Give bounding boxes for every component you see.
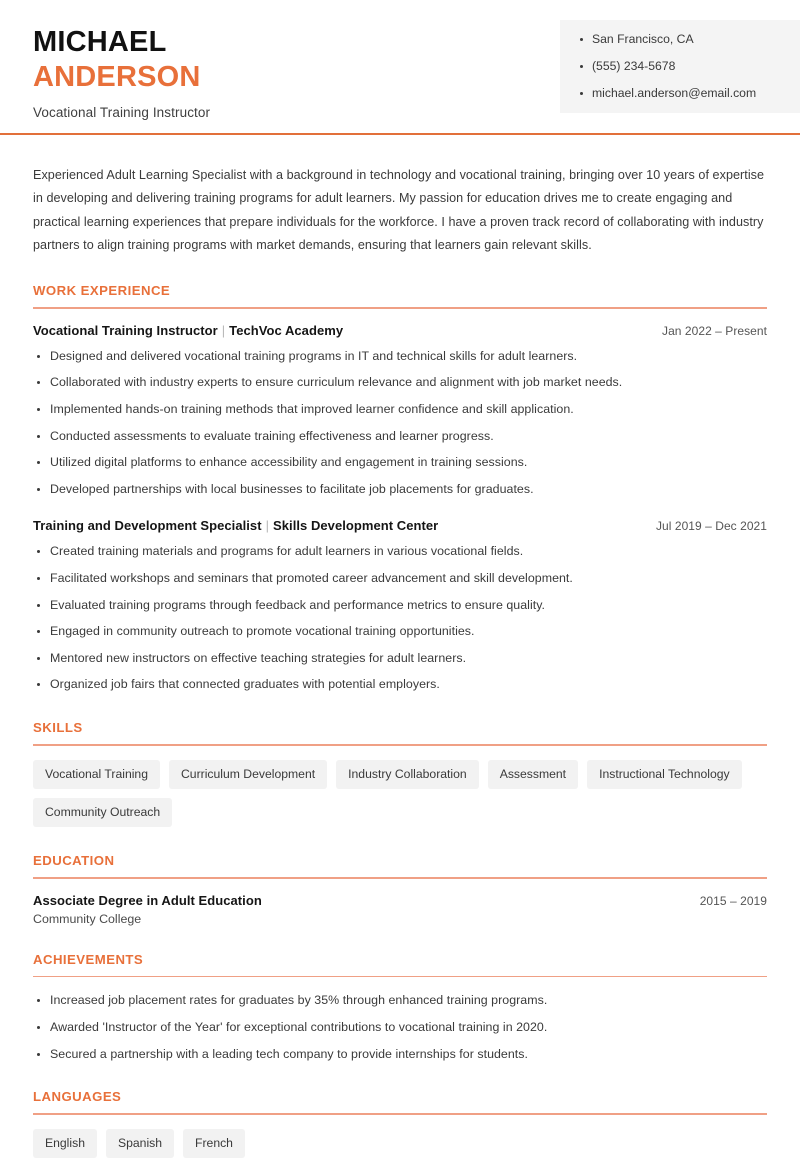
- contact-item-location: San Francisco, CA: [580, 32, 786, 48]
- bullet-item: Facilitated workshops and seminars that promoted career advancement and skill development.: [33, 569, 767, 588]
- first-name: MICHAEL: [33, 26, 167, 58]
- education-entry-header: [33, 893, 767, 908]
- work-entry-bullets: [33, 542, 767, 694]
- bullet-item: Mentored new instructors on effective teaching strategies for adult learners.: [33, 649, 767, 668]
- language-tag: French: [183, 1129, 245, 1158]
- bullet-item: Conducted assessments to evaluate training effectiveness and learner progress.: [33, 427, 767, 446]
- contact-item-phone[interactable]: (555) 234-5678: [580, 59, 786, 75]
- skill-tag: Vocational Training: [33, 760, 160, 789]
- language-tag: Spanish: [106, 1129, 174, 1158]
- resume-header: [0, 0, 800, 134]
- work-entry: [33, 323, 767, 499]
- title-separator: |: [265, 518, 270, 534]
- section-title-skills: SKILLS: [33, 720, 83, 736]
- education-school: Community College: [33, 911, 142, 926]
- work-entry-role: Vocational Training Instructor: [33, 322, 218, 338]
- last-name: ANDERSON: [33, 61, 201, 94]
- education-entry: [33, 893, 767, 926]
- section-divider: [33, 744, 767, 746]
- resume-content: [0, 164, 800, 1158]
- work-entry-header: [33, 518, 767, 533]
- bullet-item: Increased job placement rates for graduates by 35% through enhanced training programs.: [33, 991, 767, 1010]
- bullet-item: Created training materials and programs for adult learners in various vocational fields.: [33, 542, 767, 561]
- work-entry-role: Training and Development Specialist: [33, 518, 262, 534]
- languages-tag-list: [33, 1129, 767, 1158]
- section-divider: [33, 877, 767, 879]
- header-job-title: Vocational Training Instructor: [33, 104, 211, 120]
- bullet-item: Secured a partnership with a leading tech company to provide internships for students.: [33, 1045, 767, 1064]
- work-entry-title: [33, 518, 438, 533]
- education-degree: Associate Degree in Adult Education: [33, 892, 262, 908]
- header-divider: [0, 133, 800, 135]
- achievements-list: [33, 991, 767, 1063]
- skill-tag: Assessment: [488, 760, 578, 789]
- section-skills: [33, 720, 767, 827]
- section-title-education: EDUCATION: [33, 853, 115, 869]
- section-divider: [33, 976, 767, 978]
- work-entry: [33, 518, 767, 694]
- section-languages: [33, 1089, 767, 1158]
- work-entry-date: Jan 2022 – Present: [662, 323, 767, 338]
- section-divider: [33, 307, 767, 309]
- contact-item-email[interactable]: michael.anderson@email.com: [580, 86, 786, 102]
- bullet-item: Awarded 'Instructor of the Year' for exceptional contributions to vocational training in 2020.: [33, 1018, 767, 1037]
- work-entry-bullets: [33, 347, 767, 499]
- work-entry-header: [33, 323, 767, 338]
- contact-list: [580, 32, 786, 102]
- professional-summary: Experienced Adult Learning Specialist with a background in technology and vocational training, bringing over 10 years of expertise in developing and delivering training programs for adult learners. My passion for education drives me to create engaging and practical learning experiences that prepare individuals for the workforce. I have a proven track record of collaborating with industry partners to align training programs with market demands, ensuring that learners gain relevant skills.: [33, 168, 765, 252]
- section-work-experience: [33, 283, 767, 694]
- skill-tag: Community Outreach: [33, 798, 172, 827]
- title-separator: |: [221, 322, 226, 338]
- bullet-item: Implemented hands-on training methods that improved learner confidence and skill application.: [33, 400, 767, 419]
- section-achievements: [33, 952, 767, 1063]
- bullet-item: Designed and delivered vocational training programs in IT and technical skills for adult learners.: [33, 347, 767, 366]
- work-entry-company: TechVoc Academy: [229, 322, 344, 338]
- bullet-item: Developed partnerships with local businesses to facilitate job placements for graduates.: [33, 480, 767, 499]
- work-entry-date: Jul 2019 – Dec 2021: [655, 519, 767, 534]
- bullet-item: Utilized digital platforms to enhance accessibility and engagement in training sessions.: [33, 453, 767, 472]
- section-title-work-experience: WORK EXPERIENCE: [33, 283, 171, 299]
- section-title-achievements: ACHIEVEMENTS: [33, 951, 144, 967]
- skill-tag: Instructional Technology: [587, 760, 742, 789]
- contact-box: [560, 20, 800, 113]
- section-education: [33, 853, 767, 926]
- section-title-languages: LANGUAGES: [33, 1089, 122, 1105]
- header-identity: [33, 25, 210, 120]
- education-date: 2015 – 2019: [699, 893, 767, 908]
- skill-tag: Industry Collaboration: [336, 760, 479, 789]
- section-divider: [33, 1113, 767, 1115]
- skills-tag-list: [33, 760, 767, 828]
- bullet-item: Collaborated with industry experts to ensure curriculum relevance and alignment with job market needs.: [33, 373, 767, 392]
- bullet-item: Organized job fairs that connected graduates with potential employers.: [33, 675, 767, 694]
- bullet-item: Evaluated training programs through feedback and performance metrics to ensure quality.: [33, 596, 767, 615]
- work-entry-company: Skills Development Center: [273, 518, 439, 534]
- language-tag: English: [33, 1129, 97, 1158]
- skill-tag: Curriculum Development: [169, 760, 327, 789]
- work-entry-title: [33, 323, 343, 338]
- bullet-item: Engaged in community outreach to promote vocational training opportunities.: [33, 622, 767, 641]
